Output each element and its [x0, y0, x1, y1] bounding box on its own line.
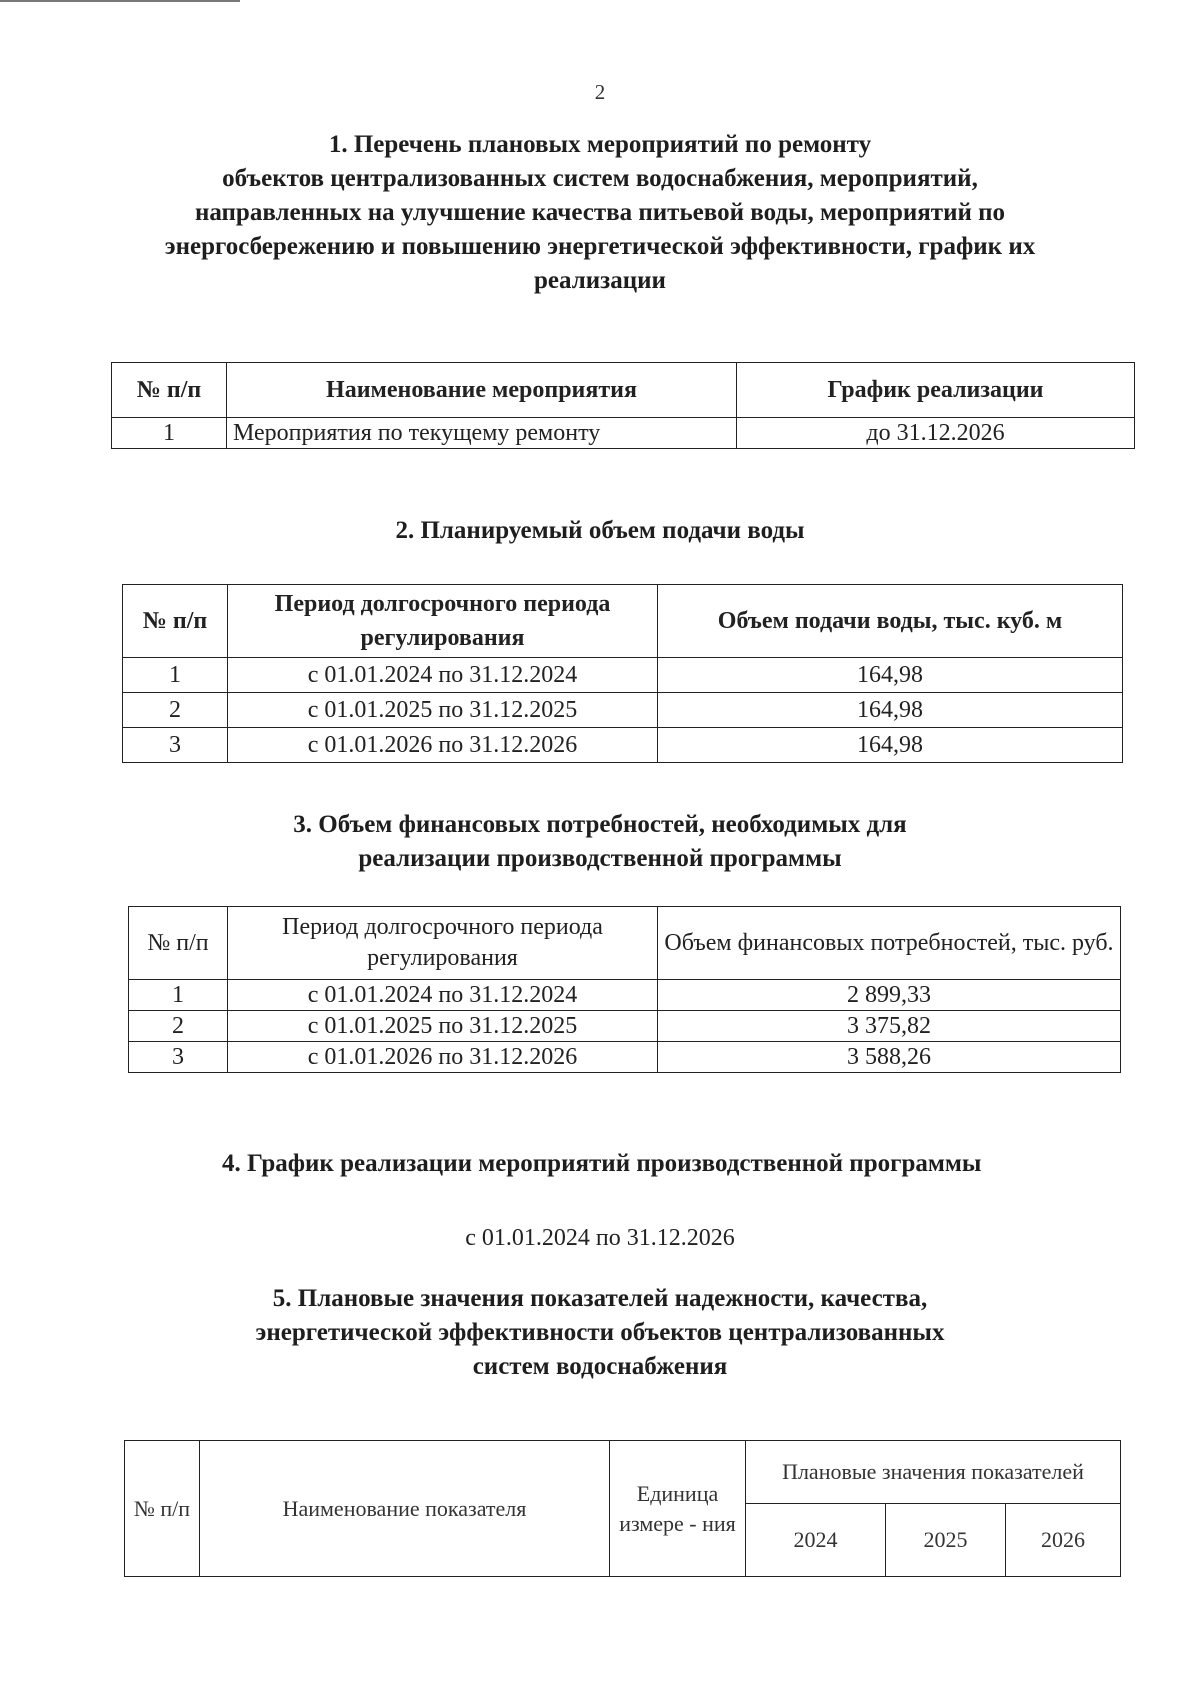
heading-line: 5. Плановые значения показателей надежности, качества,: [272, 1285, 928, 1312]
cell-number: 3: [129, 1042, 228, 1073]
table-header-row: [112, 363, 1135, 418]
header-activity-name: Наименование мероприятия: [227, 363, 737, 418]
header-year: 2026: [1006, 1504, 1121, 1577]
heading-line: энергетической эффективности объектов централизованных: [255, 1319, 945, 1346]
section-2-heading: [0, 514, 1200, 548]
header-number: № п/п: [123, 585, 228, 658]
financial-needs-table: [128, 906, 1121, 1073]
cell-activity-name: Мероприятия по текущему ремонту: [227, 418, 737, 449]
cell-number: 1: [123, 658, 228, 693]
cell-number: 1: [129, 980, 228, 1011]
heading-line: энергосбережению и повышению энергетической эффективности, график их: [164, 233, 1036, 260]
table-row: [129, 980, 1121, 1011]
section-4-period: с 01.01.2024 по 31.12.2026: [465, 1225, 735, 1251]
heading-line: объектов централизованных систем водоснабжения, мероприятий,: [222, 165, 978, 192]
cell-volume: 164,98: [658, 728, 1123, 763]
section-4-heading: [222, 1147, 1122, 1181]
heading-line: 4. График реализации мероприятий производственной программы: [222, 1150, 982, 1177]
heading-line: 1. Перечень плановых мероприятий по ремонту: [328, 131, 872, 158]
cell-schedule: до 31.12.2026: [737, 418, 1135, 449]
header-number: № п/п: [125, 1441, 200, 1577]
header-volume: Объем подачи воды, тыс. куб. м: [658, 585, 1123, 658]
heading-line: 3. Объем финансовых потребностей, необходимых для: [293, 811, 907, 838]
header-number: № п/п: [129, 907, 228, 980]
header-planned-values: Плановые значения показателей: [746, 1441, 1121, 1504]
activities-table: [111, 362, 1135, 449]
cell-amount: 2 899,33: [658, 980, 1121, 1011]
header-unit: Единица измере - ния: [610, 1441, 746, 1577]
table-row: [112, 418, 1135, 449]
table-header-row: [123, 585, 1123, 658]
cell-volume: 164,98: [658, 693, 1123, 728]
table-row: [123, 693, 1123, 728]
cell-period: с 01.01.2025 по 31.12.2025: [228, 1011, 658, 1042]
cell-period: с 01.01.2026 по 31.12.2026: [228, 1042, 658, 1073]
section-1-heading: [0, 128, 1200, 298]
cell-number: 2: [123, 693, 228, 728]
header-year: 2024: [746, 1504, 886, 1577]
indicators-table: [124, 1440, 1121, 1577]
heading-line: направленных на улучшение качества питьевой воды, мероприятий по: [194, 199, 1006, 226]
header-number: № п/п: [112, 363, 227, 418]
table-row: [123, 728, 1123, 763]
scan-top-edge-line: [0, 0, 240, 2]
header-schedule: График реализации: [737, 363, 1135, 418]
cell-amount: 3 588,26: [658, 1042, 1121, 1073]
cell-period: с 01.01.2024 по 31.12.2024: [228, 980, 658, 1011]
cell-number: 1: [112, 418, 227, 449]
table-header-row: [125, 1441, 1121, 1504]
section-5-heading: [0, 1282, 1200, 1384]
table-row: [123, 658, 1123, 693]
page-number: 2: [594, 80, 606, 104]
heading-line: реализации: [534, 267, 666, 294]
cell-period: с 01.01.2025 по 31.12.2025: [228, 693, 658, 728]
header-indicator-name: Наименование показателя: [200, 1441, 610, 1577]
cell-amount: 3 375,82: [658, 1011, 1121, 1042]
cell-volume: 164,98: [658, 658, 1123, 693]
heading-line: реализации производственной программы: [358, 845, 842, 872]
cell-period: с 01.01.2024 по 31.12.2024: [228, 658, 658, 693]
cell-period: с 01.01.2026 по 31.12.2026: [228, 728, 658, 763]
section-3-heading: [0, 808, 1200, 876]
header-period: Период долгосрочного периода регулирования: [228, 907, 658, 980]
table-row: [129, 1042, 1121, 1073]
table-row: [129, 1011, 1121, 1042]
water-supply-volume-table: [122, 584, 1123, 763]
cell-number: 3: [123, 728, 228, 763]
table-header-row: [129, 907, 1121, 980]
header-financial-volume: Объем финансовых потребностей, тыс. руб.: [658, 907, 1121, 980]
header-year: 2025: [886, 1504, 1006, 1577]
cell-number: 2: [129, 1011, 228, 1042]
header-period: Период долгосрочного периода регулирования: [228, 585, 658, 658]
heading-line: 2. Планируемый объем подачи воды: [395, 517, 805, 544]
heading-line: систем водоснабжения: [472, 1353, 728, 1380]
